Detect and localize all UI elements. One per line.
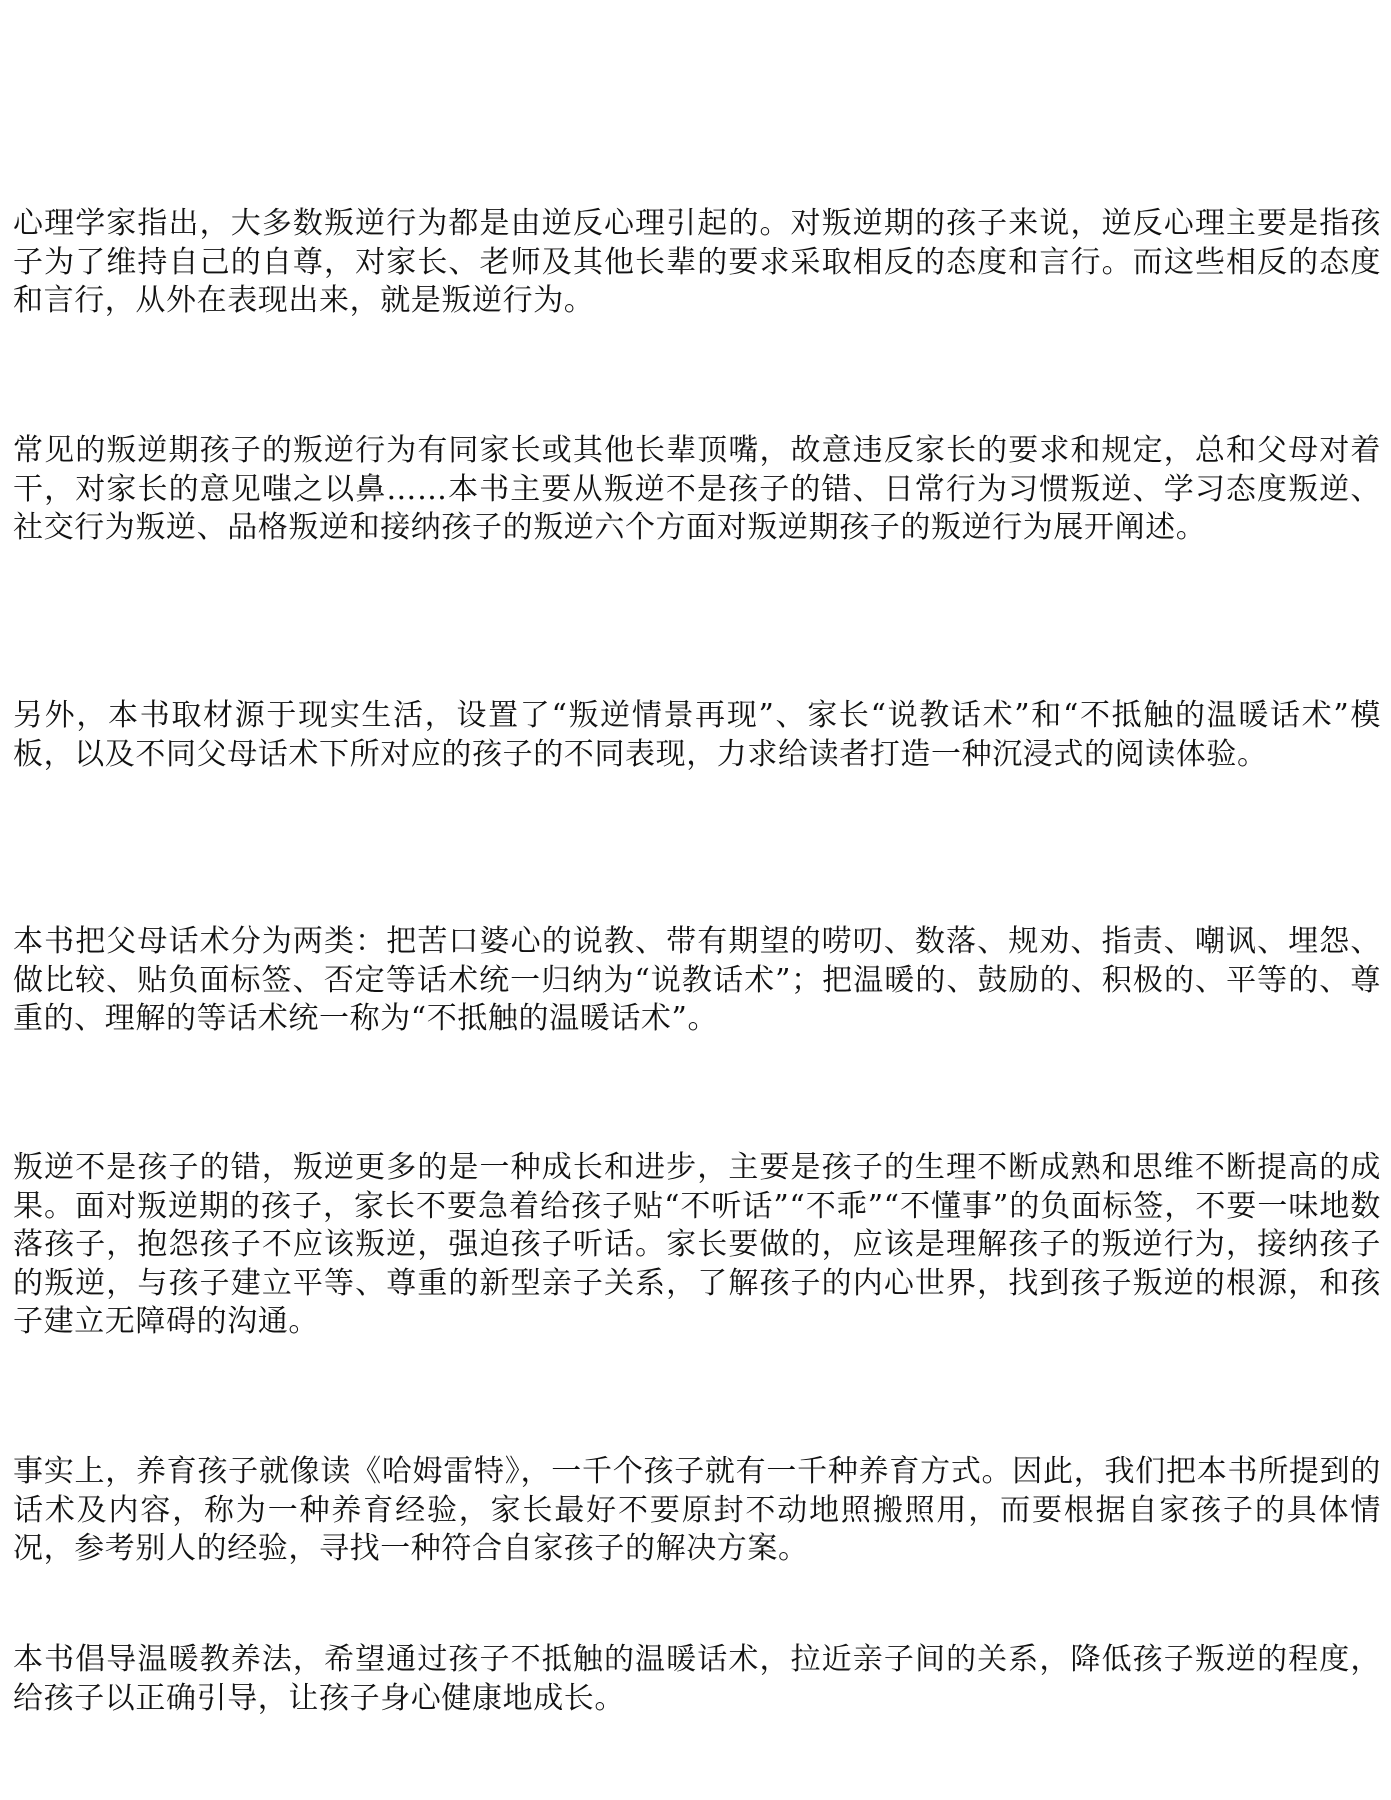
paragraph-1: 心理学家指出，大多数叛逆行为都是由逆反心理引起的。对叛逆期的孩子来说，逆反心理主要是指孩子为了维持自己的自尊，对家长、老师及其他长辈的要求采取相反的态度和言行。而这些相反的态度和言行，从外在表现出来，就是叛逆行为。 [13, 206, 1381, 318]
paragraph-7: 本书倡导温暖教养法，希望通过孩子不抵触的温暖话术，拉近亲子间的关系，降低孩子叛逆的程度，给孩子以正确引导，让孩子身心健康地成长。 [13, 1642, 1381, 1716]
paragraph-5: 叛逆不是孩子的错，叛逆更多的是一种成长和进步，主要是孩子的生理不断成熟和思维不断提高的成果。面对叛逆期的孩子，家长不要急着给孩子贴“不听话”“不乖”“不懂事”的负面标签，不要一味地数落孩子，抱怨孩子不应该叛逆，强迫孩子听话。家长要做的，应该是理解孩子的叛逆行为，接纳孩子的叛逆，与孩子建立平等、尊重的新型亲子关系，了解孩子的内心世界，找到孩子叛逆的根源，和孩子建立无障碍的沟通。 [13, 1150, 1381, 1339]
paragraph-2: 常见的叛逆期孩子的叛逆行为有同家长或其他长辈顶嘴，故意违反家长的要求和规定，总和父母对着干，对家长的意见嗤之以鼻……本书主要从叛逆不是孩子的错、日常行为习惯叛逆、学习态度叛逆、社交行为叛逆、品格叛逆和接纳孩子的叛逆六个方面对叛逆期孩子的叛逆行为展开阐述。 [13, 433, 1381, 545]
paragraph-4: 本书把父母话术分为两类：把苦口婆心的说教、带有期望的唠叨、数落、规劝、指责、嘲讽、埋怨、做比较、贴负面标签、否定等话术统一归纳为“说教话术”；把温暖的、鼓励的、积极的、平等的、尊重的、理解的等话术统一称为“不抵触的温暖话术”。 [13, 924, 1381, 1036]
paragraph-6: 事实上，养育孩子就像读《哈姆雷特》，一千个孩子就有一千种养育方式。因此，我们把本书所提到的话术及内容，称为一种养育经验，家长最好不要原封不动地照搬照用，而要根据自家孩子的具体情况，参考别人的经验，寻找一种符合自家孩子的解决方案。 [13, 1454, 1381, 1566]
paragraph-3: 另外，本书取材源于现实生活，设置了“叛逆情景再现”、家长“说教话术”和“不抵触的温暖话术”模板，以及不同父母话术下所对应的孩子的不同表现，力求给读者打造一种沉浸式的阅读体验。 [13, 698, 1381, 772]
